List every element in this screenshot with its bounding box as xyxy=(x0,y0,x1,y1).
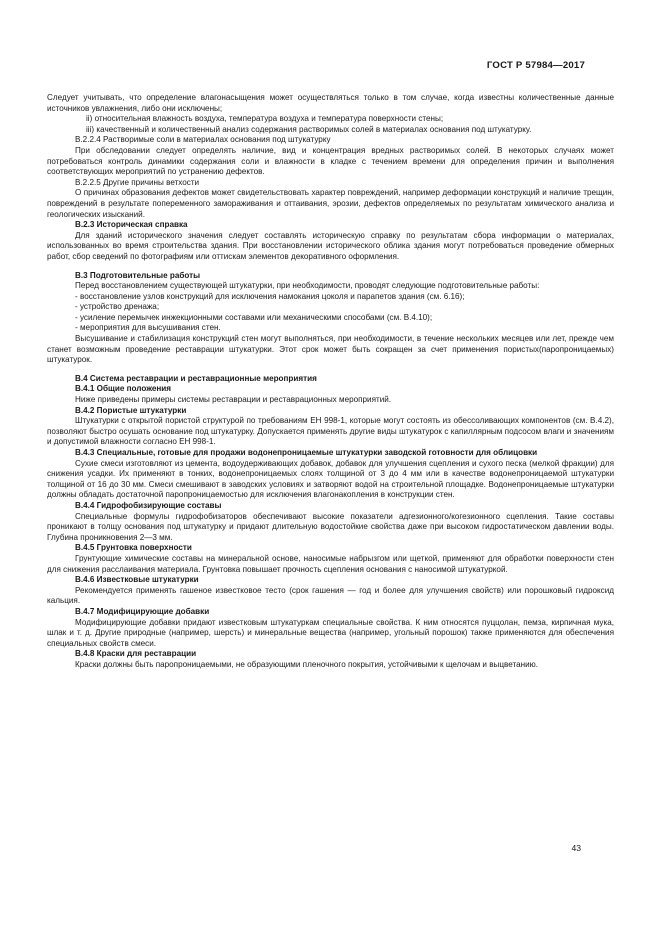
bullet-item: - мероприятия для высушивания стен. xyxy=(75,323,221,333)
paragraph: Специальные формулы гидрофобизаторов обеспечивают высокие показатели адгезионного/когезионного сцепления. Такие составы проникают в толщу основания под штукатурку и придают длительную водостойкие свойства даже при высоком гидростатическом давлении воды. Глубина проникновения 2—3 мм. xyxy=(47,511,614,542)
section-heading-b43: В.4.3 Специальные, готовые для продажи водонепроницаемые штукатурки заводской готовности для облицовки xyxy=(75,448,538,457)
document-body xyxy=(47,93,614,670)
paragraph: Краски должны быть паропроницаемыми, не образующими пленочного покрытия, устойчивыми к щелочам и выцветанию. xyxy=(75,659,539,669)
paragraph: Следует учитывать, что определение влагонасыщения может осуществляться только в том случае, когда известны количественные данные источников увлажнения, либо они исключены; xyxy=(47,93,614,113)
page-number: 43 xyxy=(571,843,581,853)
section-heading-b3: В.3 Подготовительные работы xyxy=(75,270,201,280)
paragraph: Грунтующие химические составы на минеральной основе, наносимые набрызгом или щеткой, применяют для обработки поверхности стен для снижения расслаивания материала. Грунтовка повышает прочность сцепления основания с наносимой штукатуркой. xyxy=(47,553,614,574)
bullet-item: - восстановление узлов конструкций для исключения намокания цоколя и парапетов здания (см. 6.16); xyxy=(75,291,465,301)
bullet-item: - устройство дренажа; xyxy=(75,302,160,312)
paragraph: О причинах образования дефектов может свидетельствовать характер повреждений, например деформации конструкций и наличие трещин, повреждений в результате попеременного замораживания и оттаивания, эрозии, дефектов определяемых по результатам химического анализа и геологических изысканий. xyxy=(47,188,614,219)
list-item: ii) относительная влажность воздуха, температура воздуха и температура поверхности стены; xyxy=(86,114,444,124)
paragraph: Штукатурки с открытой пористой структурой по требованиям ЕН 998-1, которые могут состоять из обессоливающих компонентов (см. В.4.2), позволяют быстро осушать основание под штукатурку. Допускается применять другие виды штукатурок с капиллярным подсосом влаги и значениям и допустимой влажности согласно ЕН 998-1. xyxy=(47,416,614,447)
paragraph: Рекомендуется применять гашеное известковое тесто (срок гашения — год и более для улучшения свойств) или порошковый гидроксид кальция. xyxy=(47,585,614,606)
paragraph: При обследовании следует определять наличие, вид и концентрация вредных растворимых солей. В некоторых случаях может потребоваться контроль динамики содержания соли и влажности в кладке с течением времени для определения причин и выполнения соответствующих мероприятий по устранению дефектов. xyxy=(47,145,614,177)
bullet-item: - усиление перемычек инжекционными составами или механическими способами (см. В.4.10); xyxy=(75,312,433,322)
paragraph: Сухие смеси изготовляют из цемента, водоудерживающих добавок, добавок для улучшения сцепления и сухого песка (мелкой фракции) для снижения усадки. Их применяют в тонких, водонепроницаемых слоях толщиной от 3 до 4 мм или в качестве водонепроницаемой штукатурки толщиной от 16 до 30 мм. Смеси смешивают в заводских условиях и затворяют водой на строительной площадке. Водонепроницаемые штукатурки должны обладать достаточной паропроницаемостью для исключения влагонакопления в конструкции стен. xyxy=(47,458,614,500)
list-item: iii) качественный и количественный анализ содержания растворимых солей в материалах основания под штукатурку. xyxy=(86,124,532,134)
paragraph: Перед восстановлением существующей штукатурки, при необходимости, проводят следующие подготовительные работы: xyxy=(75,281,540,291)
section-heading-b46: В.4.6 Известковые штукатурки xyxy=(75,575,199,585)
document-id-header: ГОСТ Р 57984—2017 xyxy=(486,60,585,71)
section-heading-b4: В.4 Система реставрации и реставрационные мероприятия xyxy=(75,373,317,383)
paragraph: Высушивание и стабилизация конструкций стен могут выполняться, при необходимости, в течение нескольких месяцев или лет, прежде чем станет возможным проведение реставрации штукатурки. Этот срок может быть сокращен за счет применения пористых(паропроницаемых) штукатурок. xyxy=(47,334,614,365)
section-heading-b45: В.4.5 Грунтовка поверхности xyxy=(75,543,192,553)
section-heading-b41: В.4.1 Общие положения xyxy=(75,384,172,394)
section-heading-b224: В.2.2.4 Растворимые соли в материалах основания под штукатурку xyxy=(75,135,331,145)
section-heading-b48: В.4.8 Краски для реставрации xyxy=(75,649,197,659)
section-heading-b225: В.2.2.5 Другие причины ветхости xyxy=(75,177,200,187)
section-heading-b23: В.2.3 Историческая справка xyxy=(75,220,188,230)
section-heading-b47: В.4.7 Модифицирующие добавки xyxy=(75,606,210,616)
section-heading-b42: В.4.2 Пористые штукатурки xyxy=(75,405,187,415)
paragraph: Ниже приведены примеры системы реставрации и реставрационных мероприятий. xyxy=(75,395,392,405)
paragraph: Модифицирующие добавки придают известковым штукатуркам специальные свойства. К ним относятся пуццолан, пемза, кирпичная мука, шлак и т. д. Другие природные (например, шерсть) и минеральные вещества (например, угольный порошок) также применяются для обеспечения специальных свойств смеси. xyxy=(47,617,614,648)
section-heading-b44: В.4.4 Гидрофобизирующие составы xyxy=(75,500,222,510)
paragraph: Для зданий исторического значения следует составлять историческую справку по результатам сбора информации о материалах, использованных во время строительства здания. При восстановлении исторического облика здания могут потребоваться проведение обмерных работ, сбор сведений по фотографиям или оттискам элементов декоративного оформления. xyxy=(47,230,614,261)
